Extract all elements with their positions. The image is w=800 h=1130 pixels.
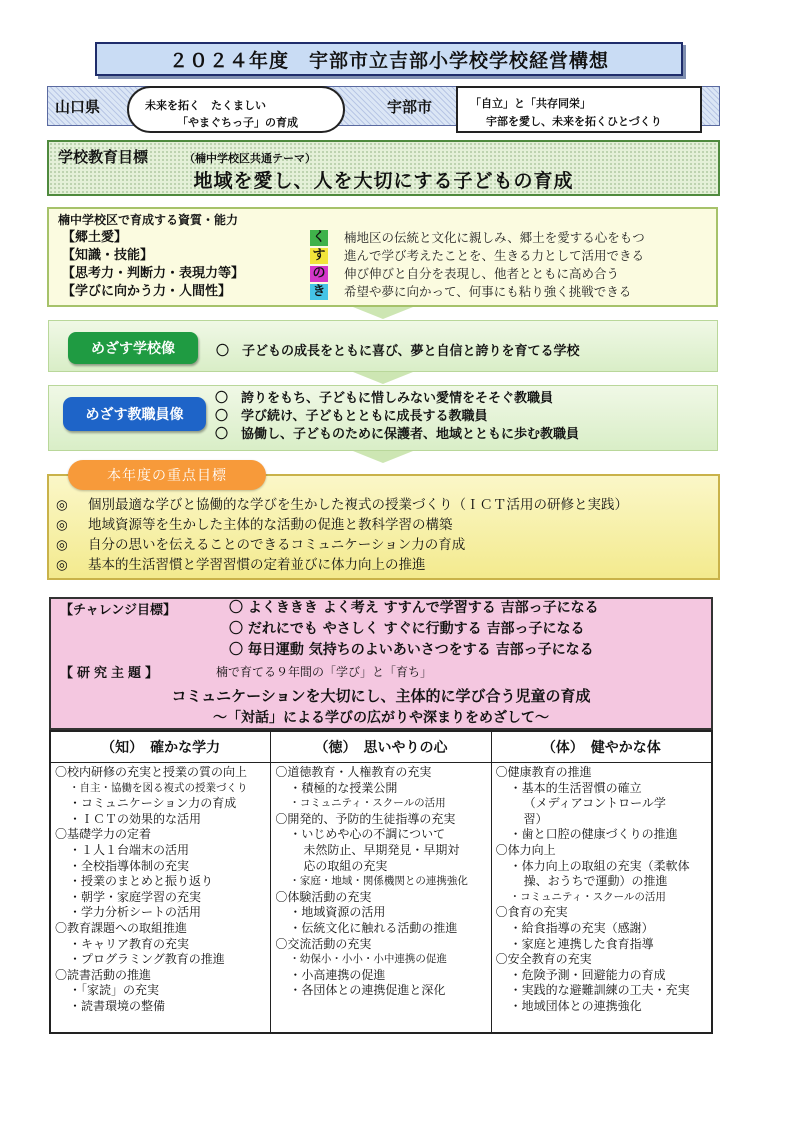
quality-row xyxy=(62,229,702,247)
quality-row xyxy=(62,265,702,283)
pillar-item: ・ＩＣＴの効果的な活用 xyxy=(69,811,202,826)
pillar-head: （徳） 思いやりの心 xyxy=(271,732,490,763)
pillar-item: ・授業のまとめと振り返り xyxy=(69,874,214,889)
pillar-item: 操、おうちで運動）の推進 xyxy=(523,874,668,889)
pillar-item: ・歯と口腔の健康づくりの推進 xyxy=(509,827,678,842)
pillar-item: 〇交流活動の充実 xyxy=(275,936,372,951)
down-arrow-icon xyxy=(353,307,413,319)
pillar-item: ・朝学・家庭学習の充実 xyxy=(69,889,202,904)
pillar-item: 〇食育の充実 xyxy=(495,905,568,920)
pillar-item: ・地域資源の活用 xyxy=(289,905,386,920)
pillar-list xyxy=(51,763,270,1015)
quality-row xyxy=(62,283,702,301)
city-motto xyxy=(456,86,702,133)
pillar-item: ・実践的な避難訓練の工夫・充実 xyxy=(509,983,690,998)
pillar-item: 〇安全教育の充実 xyxy=(495,952,592,967)
teacher-vision-item: 〇 学び続け、子どもとともに成長する教職員 xyxy=(215,409,488,424)
pillar-item: 〇健康教育の推進 xyxy=(495,765,592,779)
qualities-title: 楠中学校区で育成する資質・能力 xyxy=(58,213,239,227)
priority-label: 本年度の重点目標 xyxy=(68,460,266,490)
pillar-item: 未然防止、早期発見・早期対 xyxy=(303,842,460,857)
pillar-item: ・積極的な授業公開 xyxy=(289,780,398,795)
pillar-item: ・１人１台端末の活用 xyxy=(69,842,190,857)
pillar-item: 〇校内研修の充実と授業の質の向上 xyxy=(55,765,248,779)
pillar-item: ・家庭と連携した食育指導 xyxy=(509,936,654,951)
page-title: ２０２４年度 宇部市立吉部小学校学校経営構想 xyxy=(95,42,683,76)
quality-desc: 希望や夢に向かって、何事にも粘り強く挑戦できる xyxy=(344,284,632,299)
city-label: 宇部市 xyxy=(387,98,433,116)
pillar-item: ・キャリア教育の充実 xyxy=(69,936,190,951)
pillar-item: 〇教育課題への取組推進 xyxy=(55,920,188,935)
quality-kana: の xyxy=(310,266,328,282)
quality-name: 【思考力・判断力・表現力等】 xyxy=(62,266,245,281)
pillar-item: ・体力向上の取組の充実（柔軟体 xyxy=(509,858,690,873)
pillar-item: ・全校指導体制の充実 xyxy=(69,858,190,873)
teacher-vision-item: 〇 誇りをもち、子どもに惜しみない愛情をそそぐ教職員 xyxy=(215,391,554,406)
pillar-item: 応の取組の充実 xyxy=(303,858,388,873)
school-vision-text: 〇 子どもの成長をともに喜び、夢と自信と誇りを育てる学校 xyxy=(216,344,580,359)
pillar-head: （体） 健やかな体 xyxy=(492,732,711,763)
priority-item xyxy=(56,535,465,555)
quality-desc: 伸び伸びと自分を表現し、他者とともに高め合う xyxy=(344,266,620,281)
priority-text: 地域資源等を生かした主体的な活動の促進と教科学習の構築 xyxy=(88,517,453,533)
pillar-item: ・読書環境の整備 xyxy=(69,998,166,1013)
pillar-item: 〇道徳教育・人権教育の充実 xyxy=(275,765,432,779)
pillar-item: ・各団体との連携促進と深化 xyxy=(289,983,446,998)
challenge-item: 〇 毎日運動 気持ちのよいあいさつをする 吉部っ子になる xyxy=(229,642,594,658)
pillar-item: （メディアコントロール学 xyxy=(523,796,666,811)
pillar-item: ・家庭・地域・関係機関との連携強化 xyxy=(289,875,468,888)
quality-kana: く xyxy=(310,230,328,246)
priority-marker: ◎ xyxy=(56,557,68,573)
research-main: コミュニケーションを大切にし、主体的に学び合う児童の育成 xyxy=(171,687,591,705)
prefecture-motto xyxy=(127,86,345,133)
pillar-column-body xyxy=(492,732,711,1032)
priority-text: 自分の思いを伝えることのできるコミュニケーション力の育成 xyxy=(88,537,466,553)
teacher-vision-item: 〇 協働し、子どものために保護者、地域とともに歩む教職員 xyxy=(215,427,580,442)
pillar-item: 〇開発的、予防的生徒指導の充実 xyxy=(275,811,456,826)
pillar-column-virtue xyxy=(271,732,491,1032)
pillar-list xyxy=(492,763,711,1015)
challenge-label: 【チャレンジ目標】 xyxy=(60,603,176,618)
city-motto-line2: 宇部を愛し、未来を拓くひとづくり xyxy=(486,115,662,128)
prefecture-label: 山口県 xyxy=(55,98,101,116)
priority-item xyxy=(56,515,453,535)
quality-kana: す xyxy=(310,248,328,264)
pillar-item: ・給食指導の充実（感謝） xyxy=(509,920,654,935)
pillar-item: ・伝統文化に触れる活動の推進 xyxy=(289,920,458,935)
down-arrow-icon xyxy=(353,372,413,384)
research-subtitle: ～「対話」による学びの広がりや深まりをめざして～ xyxy=(213,710,549,726)
pillar-item: ・学力分析シートの活用 xyxy=(69,905,202,920)
pillars-table xyxy=(49,730,713,1034)
quality-row xyxy=(62,247,702,265)
pillar-item: ・「家読」の充実 xyxy=(69,983,160,998)
school-goal-main: 地域を愛し、人を大切にする子どもの育成 xyxy=(193,170,574,192)
quality-desc: 楠地区の伝統と文化に親しみ、郷土を愛する心をもつ xyxy=(344,230,645,245)
pillar-item: 習） xyxy=(523,811,548,826)
pillar-item: ・いじめや心の不調について xyxy=(289,827,446,842)
down-arrow-icon xyxy=(353,451,413,463)
pillar-item: 〇体験活動の充実 xyxy=(275,889,372,904)
priority-item xyxy=(56,495,628,515)
quality-name: 【知識・技能】 xyxy=(62,248,154,263)
quality-name: 【郷土愛】 xyxy=(62,230,128,245)
pillar-item: ・基本的生活習慣の確立 xyxy=(509,780,642,795)
teacher-vision-label: めざす教職員像 xyxy=(63,397,206,431)
priority-text: 個別最適な学びと協働的な学びを生かした複式の授業づくり（ＩＣＴ活用の研修と実践） xyxy=(88,497,628,513)
priority-marker: ◎ xyxy=(56,537,68,553)
school-vision-label: めざす学校像 xyxy=(68,332,198,364)
pillar-item: ・幼保小・小小・小中連携の促進 xyxy=(289,953,447,966)
priority-text: 基本的生活習慣と学習習慣の定着並びに体力向上の推進 xyxy=(88,557,426,573)
pillar-item: ・コミュニティ・スクールの活用 xyxy=(289,797,446,810)
pillar-item: 〇読書活動の推進 xyxy=(55,967,152,982)
pillar-item: ・危険予測・回避能力の育成 xyxy=(509,967,666,982)
research-sub: 楠で育てる９年間の「学び」と「育ち」 xyxy=(216,665,433,679)
challenge-item: 〇 だれにでも やさしく すぐに行動する 吉部っ子になる xyxy=(229,621,585,637)
priority-marker: ◎ xyxy=(56,497,68,513)
school-goal-label: 学校教育目標 xyxy=(58,148,149,166)
pillar-item: ・コミュニケーション力の育成 xyxy=(69,796,237,811)
city-motto-line1: 「自立」と「共存同栄」 xyxy=(470,97,591,110)
pillar-item: 〇体力向上 xyxy=(495,842,556,857)
pillar-item: ・小高連携の促進 xyxy=(289,967,386,982)
pillar-item: ・自主・協働を図る複式の授業づくり xyxy=(69,781,248,794)
priority-marker: ◎ xyxy=(56,517,68,533)
pillar-column-knowledge xyxy=(51,732,271,1032)
pillar-item: ・地域団体との連携強化 xyxy=(509,998,642,1013)
pillar-item: 〇基礎学力の定着 xyxy=(55,827,152,842)
pillar-item: ・コミュニティ・スクールの活用 xyxy=(509,890,666,903)
prefecture-motto-line2: 「やまぐちっ子」の育成 xyxy=(177,116,298,129)
quality-name: 【学びに向かう力・人間性】 xyxy=(62,284,232,299)
school-goal-sub: （楠中学校区共通テーマ） xyxy=(184,152,316,165)
prefecture-motto-line1: 未来を拓く たくましい xyxy=(145,99,266,112)
pillar-item: ・プログラミング教育の推進 xyxy=(69,952,225,967)
priority-item xyxy=(56,555,426,575)
research-label: 【研究主題】 xyxy=(60,666,163,681)
pillar-list xyxy=(271,763,490,999)
pillar-head: （知） 確かな学力 xyxy=(51,732,270,763)
quality-kana: き xyxy=(310,284,328,300)
challenge-item: 〇 よくききき よく考え すすんで学習する 吉部っ子になる xyxy=(229,600,599,616)
quality-desc: 進んで学び考えたことを、生きる力として活用できる xyxy=(344,248,645,263)
